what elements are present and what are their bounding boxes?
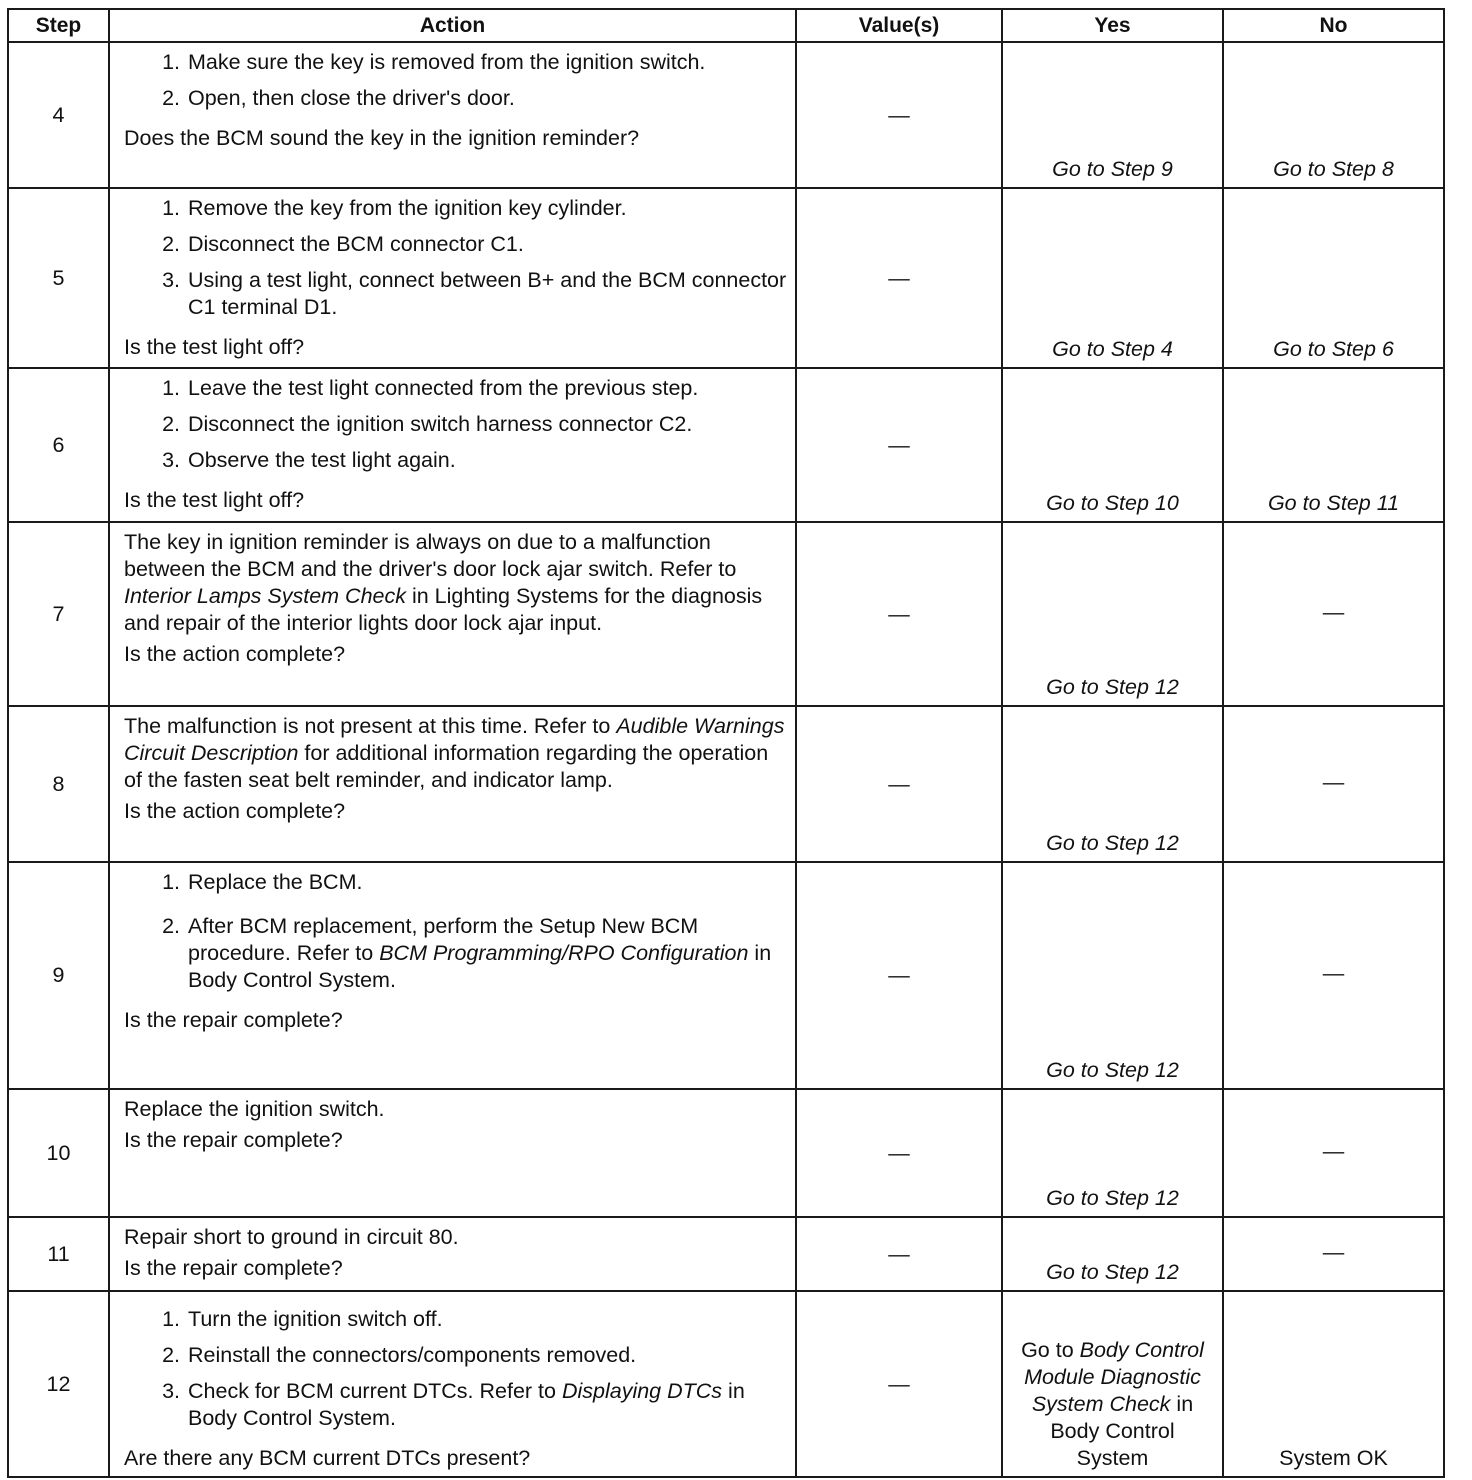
no-value: — (1223, 1217, 1444, 1291)
action-cell (109, 1217, 796, 1291)
step-number: 4 (8, 42, 109, 188)
value-cell: — (796, 1291, 1002, 1477)
table-row (8, 1089, 1444, 1217)
action-question: Is the repair complete? (124, 1128, 343, 1152)
table-row (8, 862, 1444, 1089)
action-question: Is the repair complete? (124, 1008, 343, 1032)
yes-link[interactable]: Go to Step 12 (1002, 522, 1223, 706)
no-link[interactable]: Go to Step 11 (1223, 368, 1444, 522)
yes-link[interactable]: Go to Step 12 (1002, 862, 1223, 1089)
reference-link[interactable]: Interior Lamps System Check (124, 584, 406, 608)
reference-link[interactable]: Displaying DTCs (561, 1379, 723, 1403)
action-cell (109, 706, 796, 862)
action-list (124, 869, 787, 905)
step-number: 8 (8, 706, 109, 862)
action-cell (109, 1291, 796, 1477)
no-value: — (1223, 522, 1444, 706)
action-question: Is the action complete? (124, 642, 346, 666)
step-number: 9 (8, 862, 109, 1089)
yes-link[interactable]: Go to Step 4 (1002, 188, 1223, 368)
action-cell (109, 1089, 796, 1217)
action-list (124, 1306, 787, 1441)
list-item: 3. Check for BCM current DTCs. Refer to Displaying DTCs in Body Control System. (162, 1379, 745, 1430)
value-cell: — (796, 522, 1002, 706)
table-row (8, 706, 1444, 862)
table-row (8, 1291, 1444, 1477)
list-item: 1. Remove the key from the ignition key cylinder. (162, 196, 627, 220)
header-values: Value(s) (796, 9, 1002, 42)
diagnostic-table (7, 8, 1445, 1478)
action-question: Does the BCM sound the key in the ignition reminder? (124, 126, 640, 150)
list-item: 2. After BCM replacement, perform the Setup New BCM procedure. Refer to BCM Programming/RPO Configuration in Body Control System. (162, 914, 772, 992)
step-number: 10 (8, 1089, 109, 1217)
list-item: 3. Observe the test light again. (162, 448, 456, 472)
no-value: — (1223, 862, 1444, 1089)
action-list (124, 195, 787, 330)
action-list (124, 375, 787, 483)
list-item: 2. Open, then close the driver's door. (162, 86, 515, 110)
header-step: Step (8, 9, 109, 42)
value-cell: — (796, 706, 1002, 862)
value-cell: — (796, 42, 1002, 188)
list-item: 1. Replace the BCM. (162, 870, 363, 894)
no-link[interactable]: Go to Step 8 (1223, 42, 1444, 188)
yes-link[interactable]: Go to Step 12 (1002, 706, 1223, 862)
header-action: Action (109, 9, 796, 42)
table-row (8, 368, 1444, 522)
step-number: 5 (8, 188, 109, 368)
step-number: 12 (8, 1291, 109, 1477)
action-question: Is the action complete? (124, 799, 346, 823)
action-question: Is the test light off? (124, 335, 305, 359)
value-cell: — (796, 368, 1002, 522)
no-result: System OK (1223, 1291, 1444, 1477)
action-cell (109, 522, 796, 706)
header-no: No (1223, 9, 1444, 42)
list-item: 2. Disconnect the BCM connector C1. (162, 232, 524, 256)
yes-link[interactable]: Go to Step 12 (1002, 1089, 1223, 1217)
no-link[interactable]: Go to Step 6 (1223, 188, 1444, 368)
table-row (8, 188, 1444, 368)
action-cell (109, 42, 796, 188)
yes-link[interactable]: Go to Step 9 (1002, 42, 1223, 188)
step-number: 6 (8, 368, 109, 522)
value-cell: — (796, 1217, 1002, 1291)
action-list (124, 913, 787, 1003)
yes-link[interactable]: Go to Step 10 (1002, 368, 1223, 522)
action-text: Replace the ignition switch. (124, 1097, 385, 1121)
list-item: 2. Disconnect the ignition switch harness connector C2. (162, 412, 693, 436)
value-cell: — (796, 188, 1002, 368)
value-cell: — (796, 1089, 1002, 1217)
no-value: — (1223, 706, 1444, 862)
action-cell (109, 368, 796, 522)
action-question: Are there any BCM current DTCs present? (124, 1446, 531, 1470)
reference-link[interactable]: Body Control Module Diagnostic System Check (1024, 1338, 1204, 1416)
step-number: 11 (8, 1217, 109, 1291)
list-item: 1. Turn the ignition switch off. (162, 1307, 443, 1331)
action-text: Repair short to ground in circuit 80. (124, 1225, 459, 1249)
table-row (8, 522, 1444, 706)
yes-link[interactable]: Go to Body Control Module Diagnostic System Check in Body Control System (1002, 1291, 1223, 1477)
no-value: — (1223, 1089, 1444, 1217)
step-number: 7 (8, 522, 109, 706)
value-cell: — (796, 862, 1002, 1089)
action-cell (109, 188, 796, 368)
list-item: 2. Reinstall the connectors/components removed. (162, 1343, 637, 1367)
reference-link[interactable]: BCM Programming/RPO Configuration (379, 941, 749, 965)
list-item: 3. Using a test light, connect between B+ and the BCM connector C1 terminal D1. (162, 268, 787, 319)
header-yes: Yes (1002, 9, 1223, 42)
action-text: The key in ignition reminder is always on due to a malfunction between the BCM and the driver's door lock ajar switch. Refer to Interior Lamps System Check in Lighting Systems for the diagnosis and repair of the interior lights door lock ajar input. (124, 530, 763, 635)
header-row (8, 9, 1444, 42)
yes-link[interactable]: Go to Step 12 (1002, 1217, 1223, 1291)
list-item: 1. Leave the test light connected from the previous step. (162, 376, 699, 400)
action-question: Is the repair complete? (124, 1256, 343, 1280)
table-row (8, 42, 1444, 188)
action-list (124, 49, 787, 121)
table-row (8, 1217, 1444, 1291)
list-item: 1. Make sure the key is removed from the ignition switch. (162, 50, 706, 74)
action-text: The malfunction is not present at this time. Refer to Audible Warnings Circuit Description for additional information regarding the operation of the fasten seat belt reminder, and indicator lamp. (124, 714, 785, 792)
action-cell (109, 862, 796, 1089)
reference-link[interactable]: Audible Warnings Circuit Description (124, 714, 785, 765)
action-question: Is the test light off? (124, 488, 305, 512)
